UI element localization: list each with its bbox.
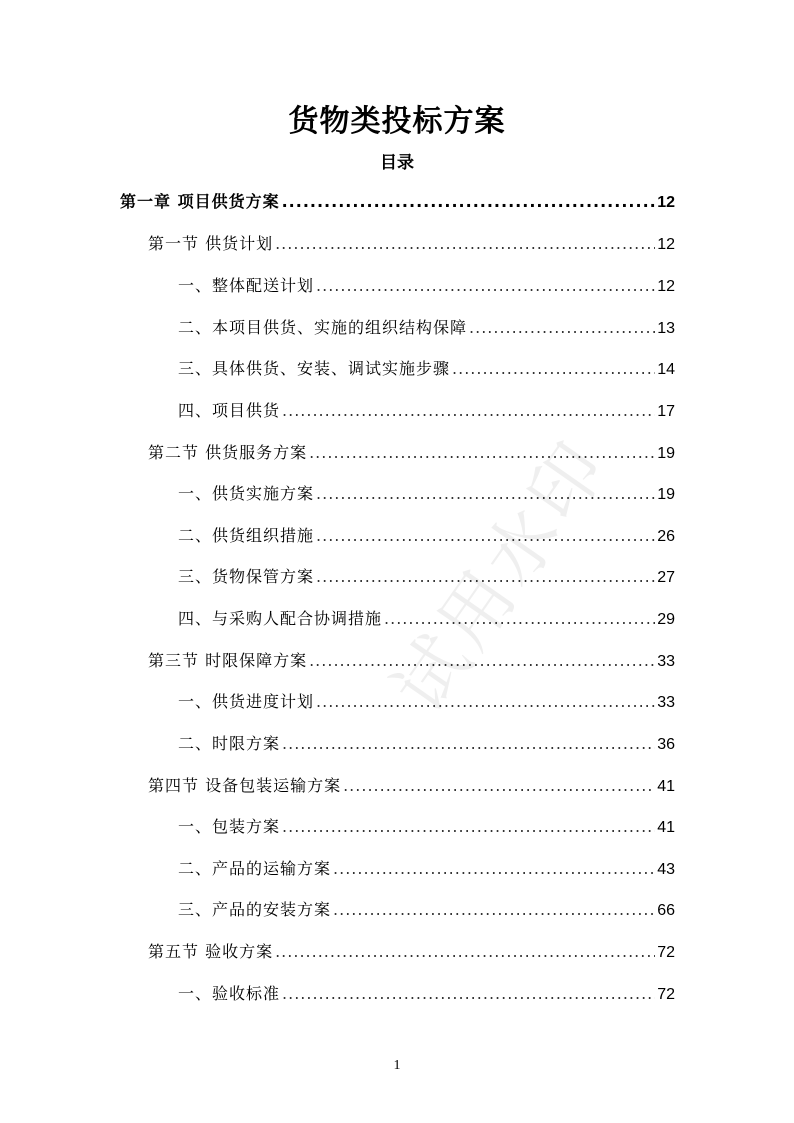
toc-entry-page: 14 bbox=[657, 361, 675, 378]
toc-entry-page: 72 bbox=[657, 986, 675, 1003]
toc-leader-dots bbox=[282, 984, 655, 1003]
toc-entry-page: 17 bbox=[657, 403, 675, 420]
toc-entry-page: 33 bbox=[657, 694, 675, 711]
toc-leader-dots bbox=[333, 900, 655, 919]
toc-entry-page: 33 bbox=[657, 653, 675, 670]
toc-entry-page: 12 bbox=[657, 236, 675, 253]
toc-leader-dots bbox=[316, 276, 655, 295]
toc-entry-label: 第二节 供货服务方案 bbox=[148, 443, 308, 462]
toc-heading: 目录 bbox=[380, 153, 414, 173]
toc-entry-label: 一、验收标准 bbox=[178, 984, 281, 1003]
toc-entry-item[interactable] bbox=[178, 315, 675, 343]
toc-entry-item[interactable] bbox=[178, 273, 675, 301]
toc-entry-section-5[interactable] bbox=[148, 939, 675, 967]
watermark: 试用水印 bbox=[377, 423, 625, 728]
toc-entry-page: 66 bbox=[657, 902, 675, 919]
toc-entry-item[interactable] bbox=[178, 814, 675, 842]
toc-entry-label: 三、货物保管方案 bbox=[178, 567, 315, 586]
toc-entry-label: 三、产品的安装方案 bbox=[178, 900, 332, 919]
toc-entry-page: 26 bbox=[657, 528, 675, 545]
toc-entry-page: 12 bbox=[657, 278, 675, 295]
toc-entry-section-1[interactable] bbox=[148, 231, 675, 259]
toc-leader-dots bbox=[384, 609, 655, 628]
toc-leader-dots bbox=[316, 692, 655, 711]
toc-entry-label: 一、包装方案 bbox=[178, 817, 281, 836]
toc-leader-dots bbox=[309, 443, 655, 462]
toc-leader-dots bbox=[316, 484, 655, 503]
toc-leader-dots bbox=[469, 318, 655, 337]
toc-entry-item[interactable] bbox=[178, 481, 675, 509]
toc-leader-dots bbox=[282, 817, 655, 836]
toc-entry-label: 第一章 项目供货方案 bbox=[120, 192, 280, 211]
toc-entry-label: 三、具体供货、安装、调试实施步骤 bbox=[178, 359, 451, 378]
toc-entry-page: 72 bbox=[657, 944, 675, 961]
toc-entry-item[interactable] bbox=[178, 856, 675, 884]
toc-entry-item[interactable] bbox=[178, 689, 675, 717]
toc-entry-label: 第三节 时限保障方案 bbox=[148, 651, 308, 670]
toc-leader-dots bbox=[282, 192, 656, 211]
toc-entry-page: 29 bbox=[657, 611, 675, 628]
toc-entry-item[interactable] bbox=[178, 523, 675, 551]
toc-entry-page: 43 bbox=[657, 861, 675, 878]
toc-entry-item[interactable] bbox=[178, 731, 675, 759]
document-title: 货物类投标方案 bbox=[288, 104, 506, 139]
toc-leader-dots bbox=[343, 776, 655, 795]
toc-entry-item[interactable] bbox=[178, 606, 675, 634]
toc-leader-dots bbox=[333, 859, 655, 878]
toc-entry-label: 一、供货实施方案 bbox=[178, 484, 315, 503]
toc-entry-label: 二、供货组织措施 bbox=[178, 526, 315, 545]
toc-entry-label: 一、供货进度计划 bbox=[178, 692, 315, 711]
toc-entry-label: 二、本项目供货、实施的组织结构保障 bbox=[178, 318, 468, 337]
toc-entry-label: 一、整体配送计划 bbox=[178, 276, 315, 295]
toc-entry-label: 第一节 供货计划 bbox=[148, 234, 274, 253]
toc-entry-page: 19 bbox=[657, 486, 675, 503]
toc-entry-label: 第五节 验收方案 bbox=[148, 942, 274, 961]
toc-entry-page: 36 bbox=[657, 736, 675, 753]
toc-leader-dots bbox=[275, 942, 655, 961]
toc-entry-label: 二、时限方案 bbox=[178, 734, 281, 753]
toc-entry-section-3[interactable] bbox=[148, 648, 675, 676]
page-number: 1 bbox=[393, 1058, 401, 1073]
toc-leader-dots bbox=[452, 359, 655, 378]
toc-entry-item[interactable] bbox=[178, 897, 675, 925]
toc-entry-chapter-1[interactable] bbox=[120, 189, 675, 217]
toc-leader-dots bbox=[282, 734, 655, 753]
toc-entry-label: 四、与采购人配合协调措施 bbox=[178, 609, 383, 628]
toc-leader-dots bbox=[275, 234, 655, 253]
toc-entry-item[interactable] bbox=[178, 564, 675, 592]
toc-leader-dots bbox=[316, 567, 655, 586]
toc-entry-page: 12 bbox=[657, 194, 675, 211]
toc-entry-label: 四、项目供货 bbox=[178, 401, 281, 420]
toc-entry-item[interactable] bbox=[178, 398, 675, 426]
toc-leader-dots bbox=[309, 651, 655, 670]
toc-entry-page: 19 bbox=[657, 445, 675, 462]
toc-entry-section-4[interactable] bbox=[148, 773, 675, 801]
toc-entry-item[interactable] bbox=[178, 356, 675, 384]
toc-entry-item[interactable] bbox=[178, 981, 675, 1009]
toc-leader-dots bbox=[316, 526, 655, 545]
toc-entry-page: 27 bbox=[657, 569, 675, 586]
toc-entry-page: 13 bbox=[657, 320, 675, 337]
toc-entry-page: 41 bbox=[657, 778, 675, 795]
toc-entry-label: 二、产品的运输方案 bbox=[178, 859, 332, 878]
toc-entry-section-2[interactable] bbox=[148, 440, 675, 468]
toc-entry-page: 41 bbox=[657, 819, 675, 836]
toc-entry-label: 第四节 设备包装运输方案 bbox=[148, 776, 342, 795]
toc-leader-dots bbox=[282, 401, 655, 420]
